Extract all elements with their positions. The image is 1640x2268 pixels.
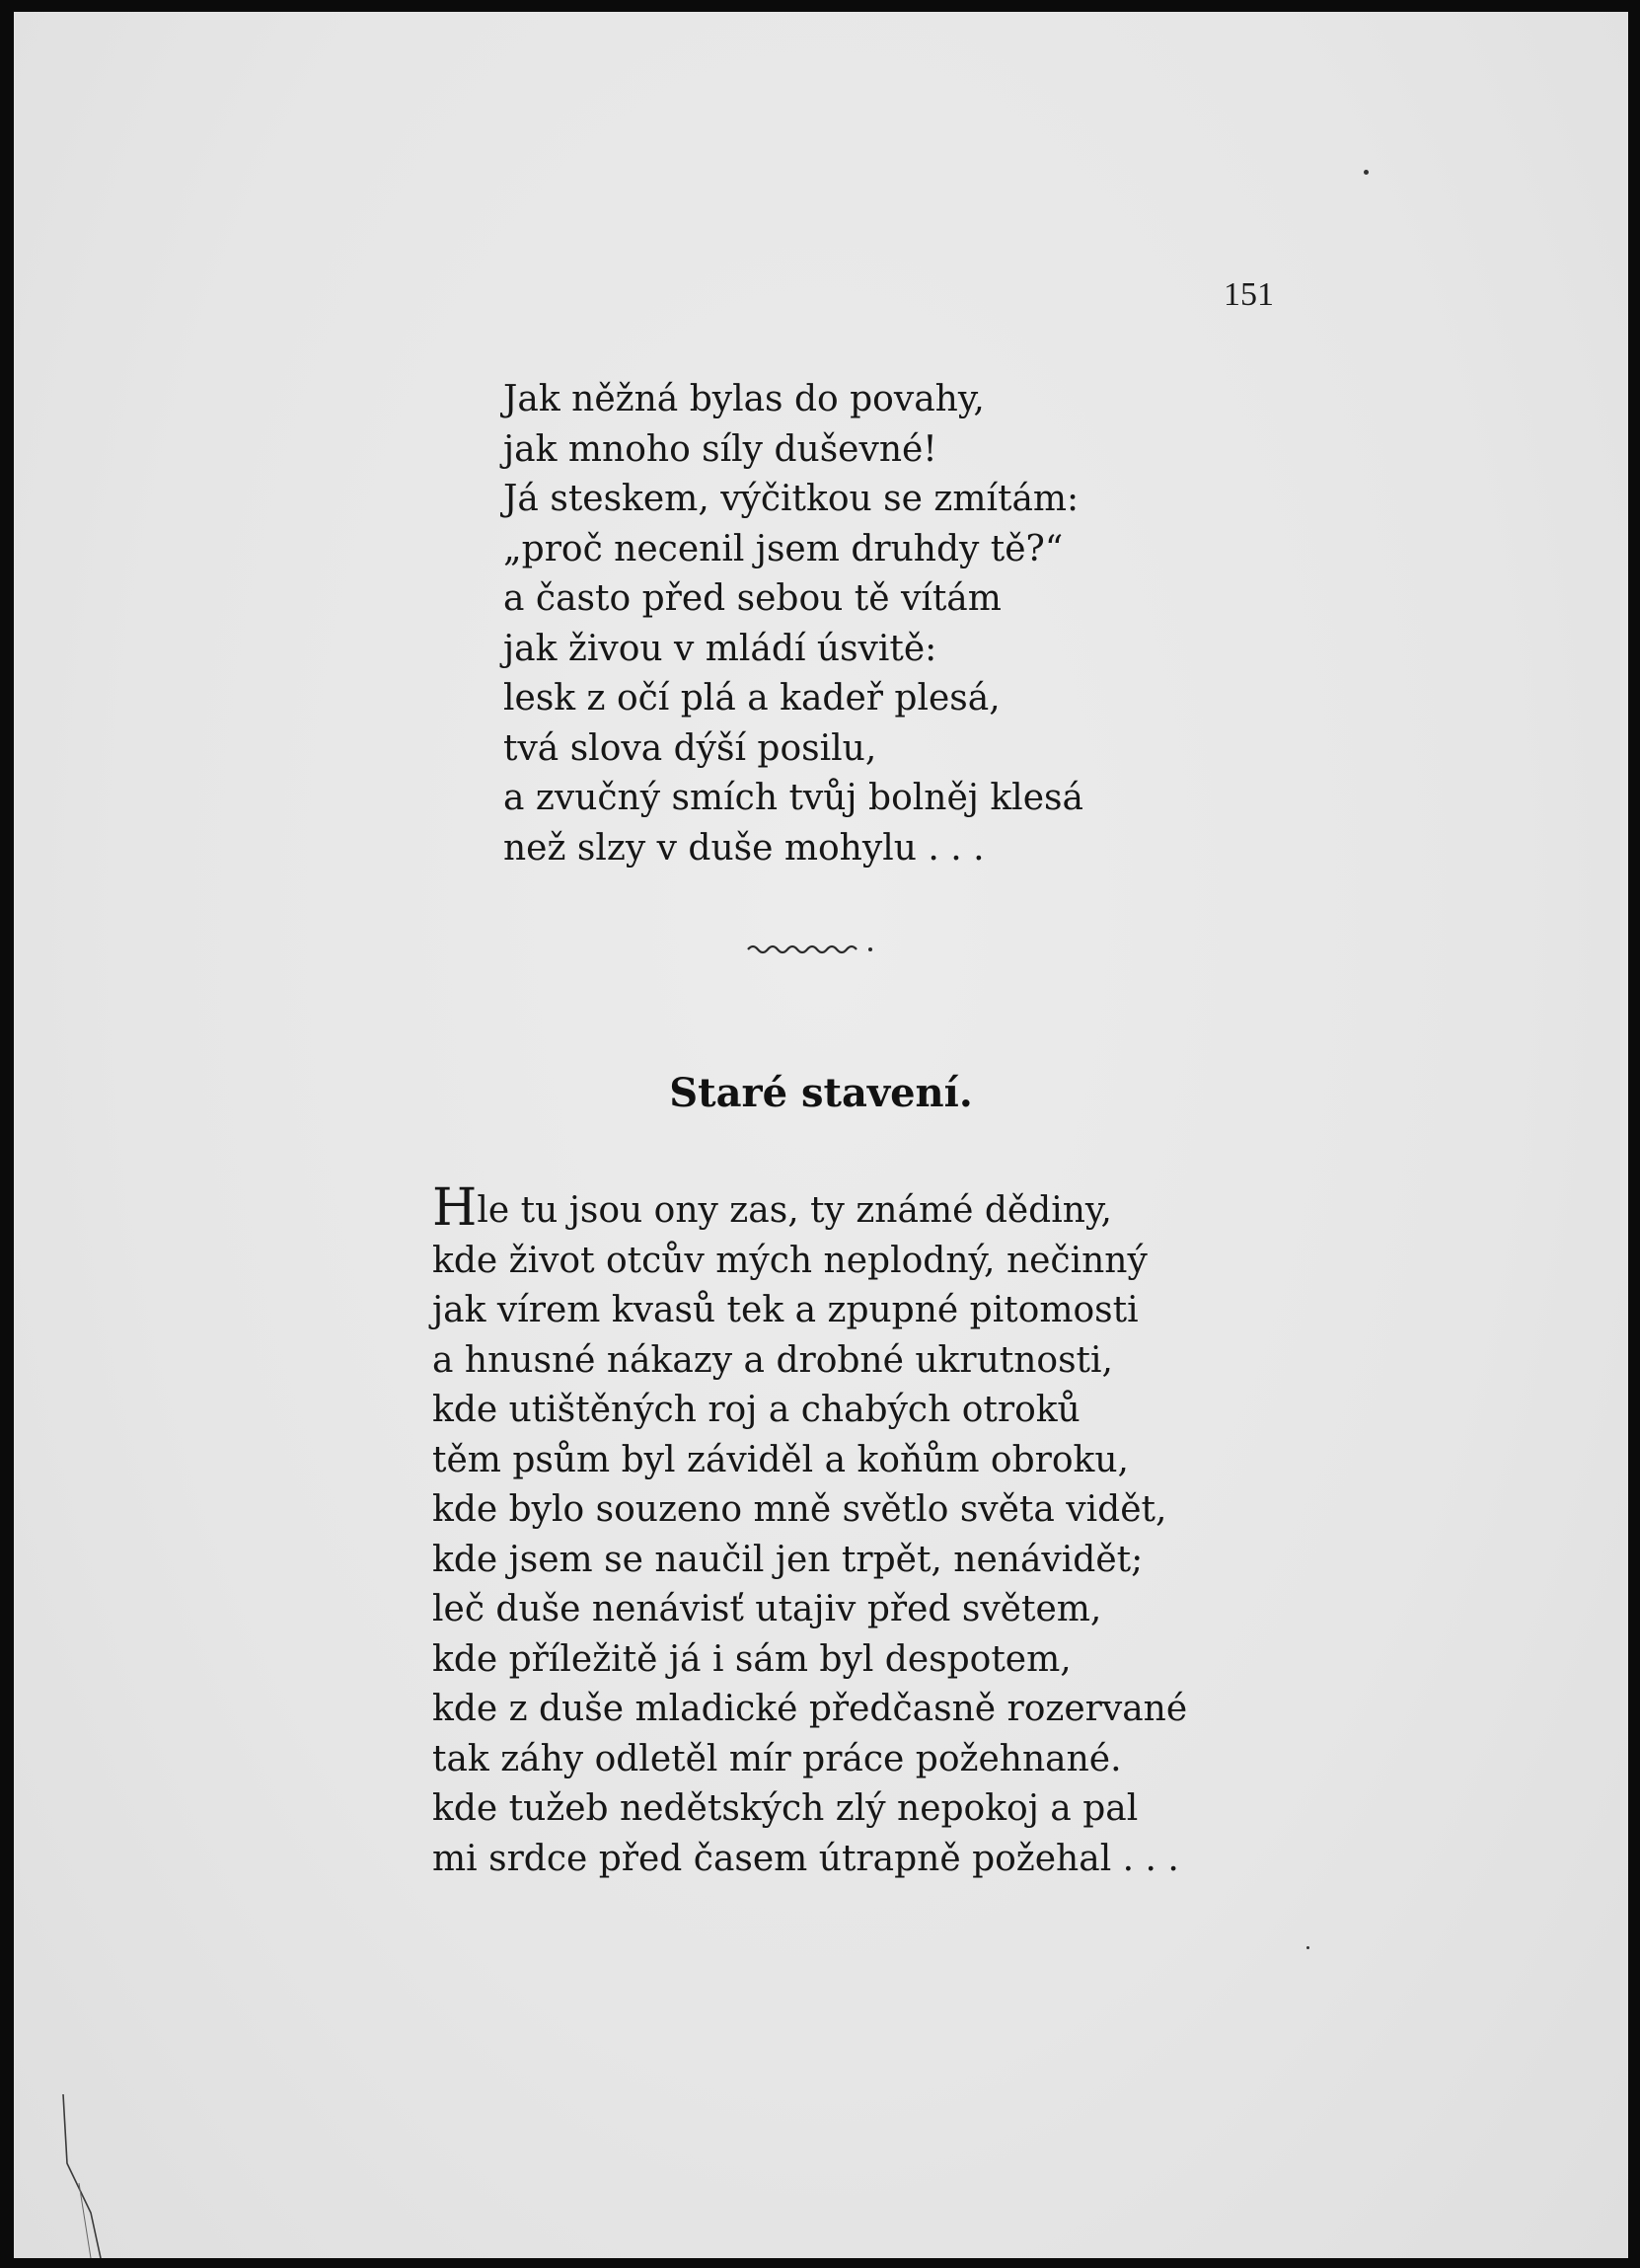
poem-line: jak vírem kvasů tek a zpupné pitomosti bbox=[432, 1290, 1139, 1330]
book-page bbox=[14, 12, 1628, 2258]
poem-line: těm psům byl záviděl a koňům obroku, bbox=[432, 1439, 1129, 1480]
poem-line: mi srdce před časem útrapně požehal . . . bbox=[432, 1838, 1179, 1879]
poem-first-line bbox=[432, 1178, 1187, 1238]
poem-line: kde jsem se naučil jen trpět, nenávidět; bbox=[432, 1539, 1144, 1580]
poem-line: a hnusné nákazy a drobné ukrutnosti, bbox=[432, 1339, 1113, 1381]
poem-stanza bbox=[503, 375, 1083, 873]
poem-line: a často před sebou tě vítám bbox=[503, 578, 1002, 619]
poem-line: kde z duše mladické předčasně rozervané bbox=[432, 1689, 1188, 1729]
poem-line: kde utištěných roj a chabých otroků bbox=[432, 1390, 1081, 1430]
poem-line: leč duše nenávisť utajiv před světem, bbox=[432, 1589, 1102, 1629]
paper-speck bbox=[1364, 170, 1369, 175]
poem-line: Jak něžná bylas do povahy, bbox=[503, 379, 985, 419]
poem-line: „proč necenil jsem druhdy tě?“ bbox=[503, 528, 1064, 569]
poem-line: Já steskem, výčitkou se zmítám: bbox=[503, 479, 1080, 519]
poem-title: Staré stavení. bbox=[669, 1070, 973, 1116]
paper-speck bbox=[1306, 1946, 1309, 1949]
poem-line: kde příležitě já i sám byl despotem, bbox=[432, 1638, 1072, 1680]
section-divider-ornament bbox=[746, 938, 874, 961]
poem-line: a zvučný smích tvůj bolněj klesá bbox=[503, 778, 1083, 818]
poem-line: kde bylo souzeno mně světlo světa vidět, bbox=[432, 1489, 1167, 1530]
page-edge-scratch bbox=[61, 2094, 150, 2258]
poem-line: tvá slova dýší posilu, bbox=[503, 727, 877, 769]
drop-cap: H bbox=[432, 1178, 478, 1238]
page-number: 151 bbox=[1224, 276, 1274, 313]
poem-line: jak živou v mládí úsvitě: bbox=[503, 628, 937, 669]
poem-body bbox=[432, 1178, 1188, 1884]
poem-line: kde život otcův mých neplodný, nečinný bbox=[432, 1240, 1148, 1281]
poem-line: tak záhy odletěl mír práce požehnané. bbox=[432, 1738, 1122, 1779]
poem-line: jak mnoho síly duševné! bbox=[503, 428, 937, 470]
poem-line: le tu jsou ony zas, ty známé dědiny, bbox=[477, 1190, 1112, 1231]
poem-line: kde tužeb nedětských zlý nepokoj a pal bbox=[432, 1788, 1139, 1829]
poem-line: než slzy v duše mohylu . . . bbox=[503, 827, 985, 869]
poem-line: lesk z očí plá a kadeř plesá, bbox=[503, 678, 1001, 718]
